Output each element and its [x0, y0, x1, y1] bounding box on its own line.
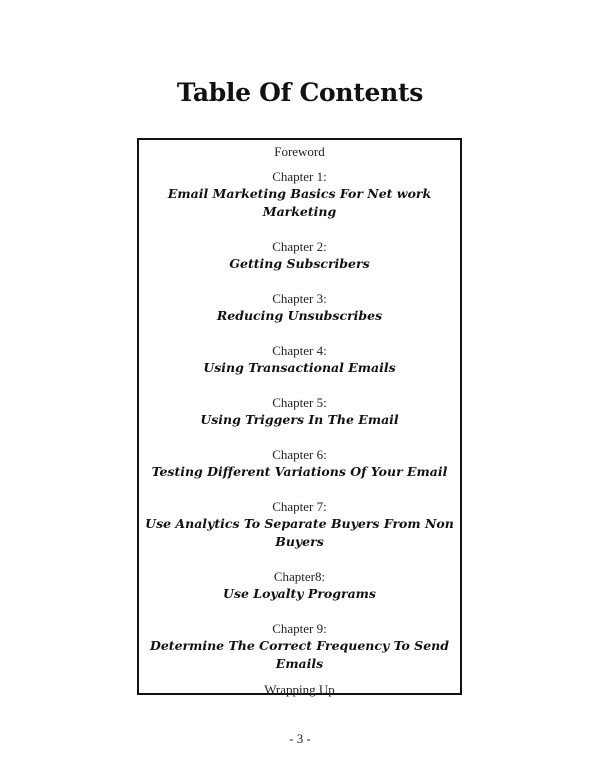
chapter-title: Use Loyalty Programs [223, 586, 376, 601]
chapter-title: Using Transactional Emails [203, 360, 396, 375]
chapter-label: Chapter 3: [272, 291, 327, 306]
chapter-title: Use Analytics To Separate Buyers From Non Buyers [145, 516, 454, 549]
chapter-label: Chapter 4: [272, 343, 327, 358]
chapter-label: Chapter 1: [272, 169, 327, 184]
chapter-label: Chapter 2: [272, 239, 327, 254]
chapter-label: Chapter 5: [272, 395, 327, 410]
toc-chapter-7 [139, 498, 460, 551]
chapter-label: Chapter 9: [272, 621, 327, 636]
chapter-title: Reducing Unsubscribes [216, 308, 383, 323]
page-number: - 3 - [289, 731, 311, 746]
chapter-title: Email Marketing Basics For Net work Marketing [167, 186, 432, 219]
table-of-contents [137, 138, 462, 695]
chapter-label: Chapter8: [273, 569, 326, 584]
chapter-title: Determine The Correct Frequency To Send Emails [150, 638, 449, 671]
toc-chapter-4 [139, 342, 460, 377]
toc-wrapping-up: Wrapping Up [264, 682, 335, 697]
toc-chapter-5 [139, 394, 460, 429]
toc-chapter-9 [139, 620, 460, 673]
chapter-title: Getting Subscribers [229, 256, 370, 271]
chapter-title: Using Triggers In The Email [200, 412, 399, 427]
toc-foreword: Foreword [274, 144, 325, 159]
toc-chapter-3 [139, 290, 460, 325]
toc-chapter-2 [139, 238, 460, 273]
toc-chapter-8 [139, 568, 460, 603]
toc-chapter-1 [139, 168, 460, 221]
page-title: Table Of Contents [176, 78, 424, 107]
chapter-label: Chapter 6: [272, 447, 327, 462]
chapter-label: Chapter 7: [272, 499, 327, 514]
chapter-title: Testing Different Variations Of Your Email [151, 464, 448, 479]
toc-chapter-6 [139, 446, 460, 481]
